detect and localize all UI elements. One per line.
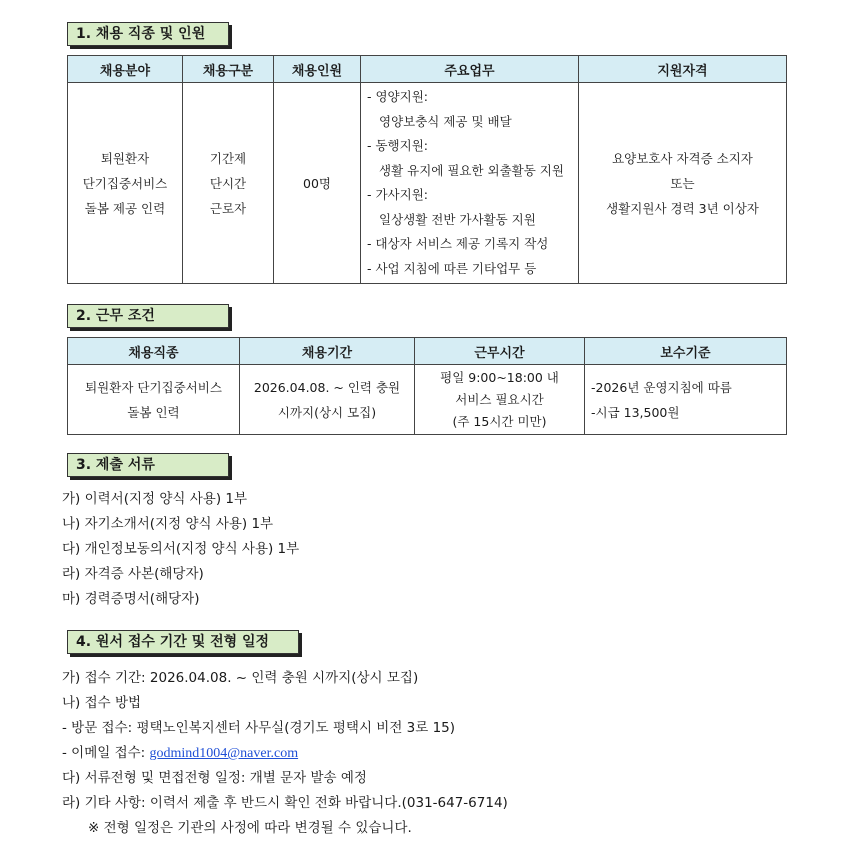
header-field: 채용분야 — [68, 56, 183, 83]
email-application — [62, 741, 508, 766]
header-period: 채용기간 — [240, 338, 415, 365]
email-label: - 이메일 접수: — [62, 745, 150, 761]
duty-line: - 영양지원: — [367, 89, 428, 104]
document-item: 마) 경력증명서(해당자) — [62, 591, 200, 607]
type-line: 단시간 — [209, 175, 247, 191]
section1-title: 1. 채용 직종 및 인원 — [67, 22, 229, 46]
recruitment-table — [67, 55, 787, 284]
cell-period — [240, 365, 415, 435]
cell-field — [68, 83, 183, 284]
documents-list — [62, 487, 299, 612]
document-item: 나) 자기소개서(지정 양식 사용) 1부 — [62, 516, 274, 532]
header-duties: 주요업무 — [361, 56, 579, 83]
pay-line: -시급 13,500원 — [591, 404, 680, 420]
job-line: 퇴원환자 단기집중서비스 — [85, 379, 222, 395]
cell-hours — [415, 365, 585, 435]
qualification-line: 생활지원사 경력 3년 이상자 — [606, 200, 759, 216]
header-count: 채용인원 — [274, 56, 361, 83]
application-info — [62, 666, 508, 841]
hours-line: 서비스 필요시간 — [455, 391, 544, 407]
cell-type — [183, 83, 274, 284]
header-hours: 근무시간 — [415, 338, 585, 365]
pay-line: -2026년 운영지침에 따름 — [591, 379, 732, 395]
hours-line: (주 15시간 미만) — [452, 413, 547, 429]
field-line: 돌봄 제공 인력 — [84, 200, 166, 216]
cell-count: 00명 — [274, 83, 361, 284]
duty-line: 생활 유지에 필요한 외출활동 지원 — [379, 162, 564, 178]
header-qualification: 지원자격 — [579, 56, 787, 83]
header-job: 채용직종 — [68, 338, 240, 365]
cell-qualification — [579, 83, 787, 284]
field-line: 퇴원환자 — [100, 150, 150, 166]
period-line: 시까지(상시 모집) — [277, 404, 377, 420]
work-conditions-table — [67, 337, 787, 435]
cell-job — [68, 365, 240, 435]
section3-title: 3. 제출 서류 — [67, 453, 229, 477]
document-item: 라) 자격증 사본(해당자) — [62, 566, 204, 582]
header-pay: 보수기준 — [585, 338, 787, 365]
document-item: 가) 이력서(지정 양식 사용) 1부 — [62, 491, 248, 507]
application-method: 나) 접수 방법 — [62, 695, 142, 711]
cell-duties — [361, 83, 579, 284]
header-type: 채용구분 — [183, 56, 274, 83]
duty-line: - 가사지원: — [367, 187, 428, 202]
selection-schedule: 다) 서류전형 및 면접전형 일정: 개별 문자 발송 예정 — [62, 770, 367, 786]
visit-application: - 방문 접수: 평택노인복지센터 사무실(경기도 평택시 비전 3로 15) — [62, 720, 456, 736]
job-line: 돌봄 인력 — [127, 404, 180, 420]
cell-pay — [585, 365, 787, 435]
section4-title: 4. 원서 접수 기간 및 전형 일정 — [67, 630, 299, 654]
field-line: 단기집중서비스 — [82, 175, 168, 191]
duty-line: - 동행지원: — [367, 138, 428, 153]
duty-line: 일상생활 전반 가사활동 지원 — [379, 211, 536, 227]
document-item: 다) 개인정보동의서(지정 양식 사용) 1부 — [62, 541, 300, 557]
duty-line: - 대상자 서비스 제공 기록지 작성 — [367, 236, 549, 251]
duty-line: - 사업 지침에 따른 기타업무 등 — [367, 260, 537, 276]
schedule-change-note: ※ 전형 일정은 기관의 사정에 따라 변경될 수 있습니다. — [88, 820, 412, 836]
period-line: 2026.04.08. ~ 인력 충원 — [253, 379, 401, 395]
qualification-line: 요양보호사 자격증 소지자 — [612, 150, 753, 166]
other-notes: 라) 기타 사항: 이력서 제출 후 반드시 확인 전화 바랍니다.(031-647-6714) — [62, 795, 508, 811]
type-line: 기간제 — [209, 150, 247, 166]
type-line: 근로자 — [209, 200, 247, 216]
email-link[interactable]: godmind1004@naver.com — [149, 746, 299, 761]
qualification-line: 또는 — [670, 175, 695, 191]
duty-line: 영양보충식 제공 및 배달 — [379, 113, 512, 129]
application-period: 가) 접수 기간: 2026.04.08. ~ 인력 충원 시까지(상시 모집) — [62, 670, 419, 686]
section2-title: 2. 근무 조건 — [67, 304, 229, 328]
hours-line: 평일 9:00~18:00 내 — [440, 369, 559, 385]
